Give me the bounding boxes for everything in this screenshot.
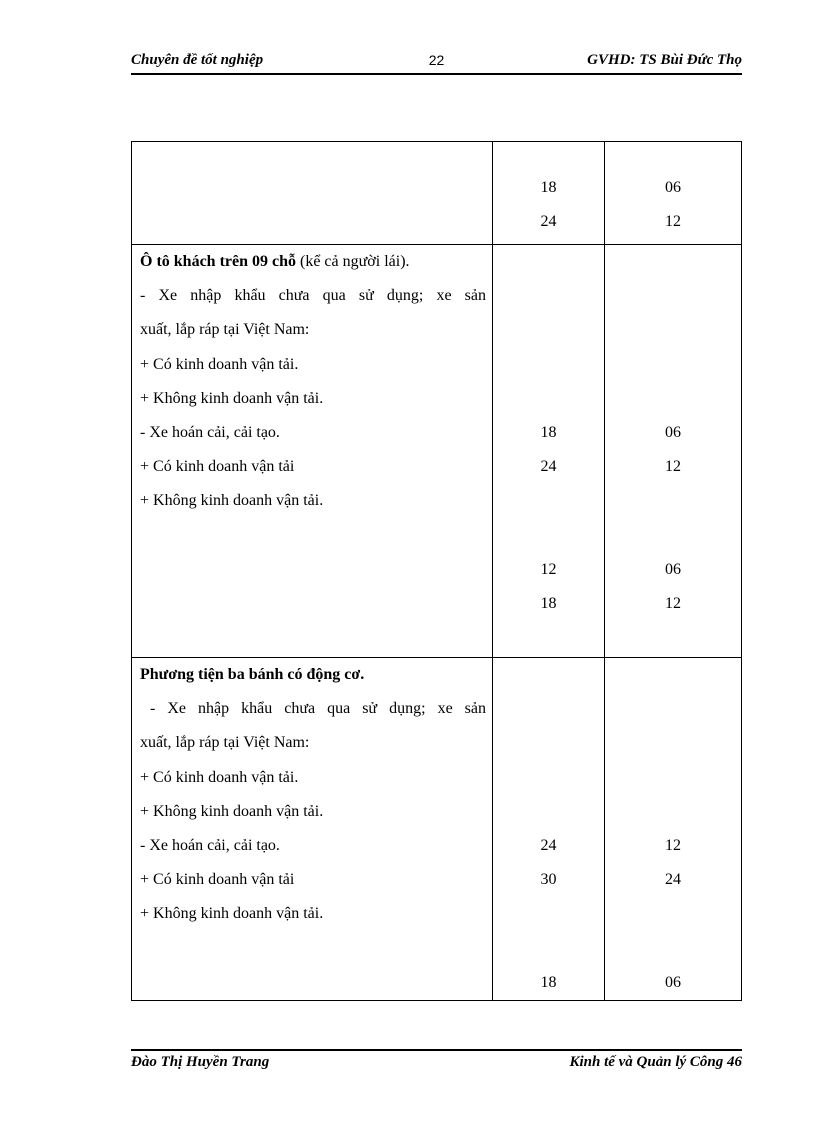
row3-line: xuất, lắp ráp tại Việt Nam:: [140, 734, 310, 752]
row1-description: [132, 142, 493, 245]
rate-value: 18: [540, 179, 557, 196]
row3-line: + Có kinh doanh vận tải: [140, 871, 295, 889]
row3-heading-bold: Phương tiện ba bánh có động cơ.: [140, 666, 365, 683]
tax-rate-table: [131, 141, 742, 1001]
row2-description: [132, 245, 493, 658]
rate-value: 24: [665, 871, 681, 889]
row3-line: + Không kinh doanh vận tải.: [140, 802, 324, 820]
header-advisor: GVHD: TS Bùi Đức Thọ: [587, 52, 742, 68]
table-row: [132, 658, 742, 1001]
page-number: 22: [428, 52, 445, 68]
rate-value: 24: [540, 458, 557, 476]
row2-line: + Có kinh doanh vận tải: [140, 458, 295, 476]
row3-line: + Không kinh doanh vận tải.: [140, 905, 324, 923]
rate-value: 06: [665, 973, 681, 991]
row1-rate-col2: [493, 142, 605, 245]
footer-department: Kinh tế và Quản lý Công 46: [569, 1054, 742, 1070]
row2-line: + Không kinh doanh vận tải.: [140, 389, 324, 407]
rate-value: 12: [665, 213, 681, 231]
row3-rate-col2: [493, 658, 605, 1001]
row1-rate-col3: [605, 142, 742, 245]
rate-value: 24: [540, 213, 557, 231]
row2-line: xuất, lắp ráp tại Việt Nam:: [140, 321, 310, 339]
footer-author: Đào Thị Huyền Trang: [131, 1054, 270, 1070]
row3-line: + Có kinh doanh vận tải.: [140, 768, 299, 786]
table-row: [132, 245, 742, 658]
row2-heading-rest: (kể cả người lái).: [296, 253, 410, 270]
rate-value: 18: [540, 973, 557, 991]
header-rule: [131, 73, 742, 75]
rate-value: 24: [540, 836, 557, 854]
row2-rate-col3: [605, 245, 742, 658]
rate-value: 12: [540, 560, 557, 578]
footer-rule: [131, 1049, 742, 1051]
row3-line: - Xe hoán cải, cải tạo.: [140, 836, 280, 854]
table-row: [132, 142, 742, 245]
row2-line: - Xe hoán cải, cải tạo.: [140, 423, 280, 441]
row3-description: [132, 658, 493, 1001]
row2-rate-col2: [493, 245, 605, 658]
rate-value: 12: [665, 458, 681, 476]
row2-heading-bold: Ô tô khách trên 09 chỗ: [140, 253, 296, 270]
rate-value: 12: [665, 594, 681, 612]
row2-line: + Có kinh doanh vận tải.: [140, 355, 299, 373]
row2-line: - Xe nhập khẩu chưa qua sử dụng; xe sản: [140, 287, 486, 305]
rate-value: 06: [665, 423, 681, 441]
rate-value: 18: [540, 594, 557, 612]
rate-value: 06: [665, 560, 681, 578]
row2-line: + Không kinh doanh vận tải.: [140, 492, 324, 510]
rate-value: 12: [665, 836, 681, 854]
rate-value: 18: [540, 423, 557, 441]
row3-heading: [140, 658, 486, 692]
row3-line: - Xe nhập khẩu chưa qua sử dụng; xe sản: [150, 700, 486, 718]
row3-rate-col3: [605, 658, 742, 1001]
page-header: [131, 52, 742, 74]
rate-value: 06: [665, 179, 681, 196]
row2-heading: [140, 245, 486, 279]
rate-value: 30: [540, 871, 557, 889]
header-document-title: Chuyên đề tốt nghiệp: [131, 52, 264, 68]
page-footer: [131, 1054, 742, 1076]
